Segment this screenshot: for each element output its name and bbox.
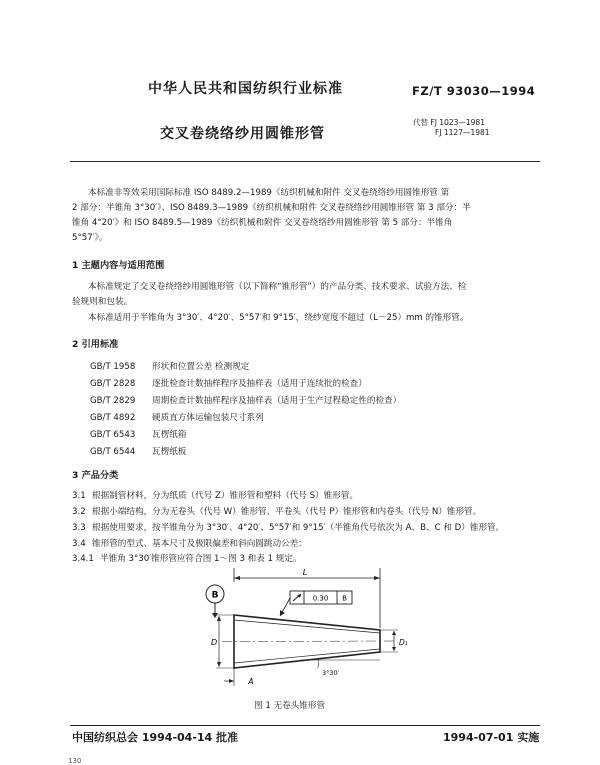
- clause-number: 3.1: [72, 491, 86, 501]
- standard-code: FZ/T 93030—1994: [412, 84, 536, 98]
- ref-code: GB/T 6544: [90, 447, 136, 457]
- ref-code: GB/T 4892: [90, 413, 136, 423]
- replaces-line-1: 代替 FJ 1023—1981: [413, 118, 485, 127]
- document-title: 交叉卷绕络纱用圆锥形管: [160, 126, 325, 142]
- label-A: A: [248, 677, 254, 686]
- ref-code: GB/T 1958: [90, 362, 136, 372]
- clause-number: 3.3: [72, 523, 86, 533]
- clause-number: 3.2: [72, 507, 86, 517]
- clause-text: 根据使用要求，按半锥角分为 3°30′、4°20′、5°57′和 9°15′（半锥角代号依次为 A、B、C 和 D）锥形管。: [92, 523, 505, 533]
- ref-title: 瓦楞纸箱: [152, 430, 187, 440]
- replaces-note: [413, 118, 490, 138]
- ref-code: GB/T 2829: [90, 396, 136, 406]
- dim-label-L: L: [302, 568, 308, 577]
- section-3-heading: 3 产品分类: [72, 470, 119, 481]
- clause-text: 根据小端结构，分为无卷头（代号 W）锥形管、平卷头（代号 P）锥形管和内卷头（代号 N）锥形管。: [92, 507, 482, 517]
- ref-code: GB/T 6543: [90, 430, 136, 440]
- ref-title: 形状和位置公差 检测规定: [152, 362, 250, 372]
- ref-title: 逐批检查计数抽样程序及抽样表（适用于连续批的检查）: [152, 379, 367, 389]
- clause-text: 半锥角 3°30′锥形管应符合图 1～图 3 和表 1 规定。: [100, 554, 302, 564]
- approval-date: 中国纺织总会 1994-04-14 批准: [72, 731, 239, 744]
- footer-rule: [70, 725, 540, 726]
- section-1-para-1b: 验规则和包装。: [72, 297, 133, 307]
- ref-code: GB/T 2828: [90, 379, 136, 389]
- effective-date: 1994-07-01 实施: [443, 731, 540, 744]
- intro-line-2: 2 部分：半锥角 3°30′》、ISO 8489.3—1989《纺织机械和附件 交叉卷绕络纱用圆锥形管 第 3 部分：半: [72, 203, 471, 213]
- clause-text: 根据制管材料，分为纸质（代号 Z）锥形管和塑料（代号 S）锥形管。: [92, 491, 359, 501]
- figure-caption: 图 1 无卷头锥形管: [254, 701, 326, 711]
- half-angle-label: 3°30′: [322, 669, 340, 677]
- tolerance-datum: B: [342, 594, 347, 603]
- ref-title: 瓦楞纸板: [152, 447, 187, 457]
- replaces-line-2: FJ 1127—1981: [435, 128, 490, 137]
- intro-line-4: 5°57′》。: [72, 233, 108, 243]
- datum-label-B: B: [211, 590, 219, 601]
- ref-title: 周期检查计数抽样程序及抽样表（适用于生产过程稳定性的检查）: [152, 396, 402, 406]
- page-number: 130: [68, 757, 82, 765]
- section-1-heading: 1 主题内容与适用范围: [72, 260, 165, 271]
- dim-label-D: D: [211, 638, 218, 647]
- issuing-org: 中华人民共和国纺织行业标准: [148, 81, 343, 97]
- section-1-para-1: 本标准规定了交叉卷绕络纱用圆锥形管（以下简称“锥形管”）的产品分类、技术要求、试验方法、检: [88, 282, 467, 292]
- section-1-para-2: 本标准适用于半锥角为 3°30′、4°20′、5°57′和 9°15′，绕纱宽度不超过（L－25）mm 的锥形管。: [88, 313, 469, 323]
- section-2-heading: 2 引用标准: [72, 339, 119, 350]
- ref-title: 硬质直方体运输包装尺寸系列: [152, 413, 264, 423]
- dim-label-D1: D₁: [399, 638, 408, 647]
- intro-line-1: 本标准非等效采用国际标准 ISO 8489.2—1989《纺织机械和附件 交叉卷绕络纱用圆锥形管 第: [88, 188, 450, 198]
- clause-number: 3.4: [72, 539, 86, 549]
- clause-text: 锥形管的型式、基本尺寸及极限偏差和斜向圆跳动公差：: [92, 539, 307, 549]
- clause-number: 3.4.1: [72, 554, 94, 564]
- intro-line-3: 锥角 4°20′》和 ISO 8489.5—1989《纺织机械和附件 交叉卷绕络纱用圆锥形管 第 5 部分：半锥角: [72, 218, 453, 228]
- header-rule: [70, 161, 540, 162]
- tolerance-value: 0.30: [312, 594, 329, 603]
- cone-tube-drawing: [200, 568, 430, 693]
